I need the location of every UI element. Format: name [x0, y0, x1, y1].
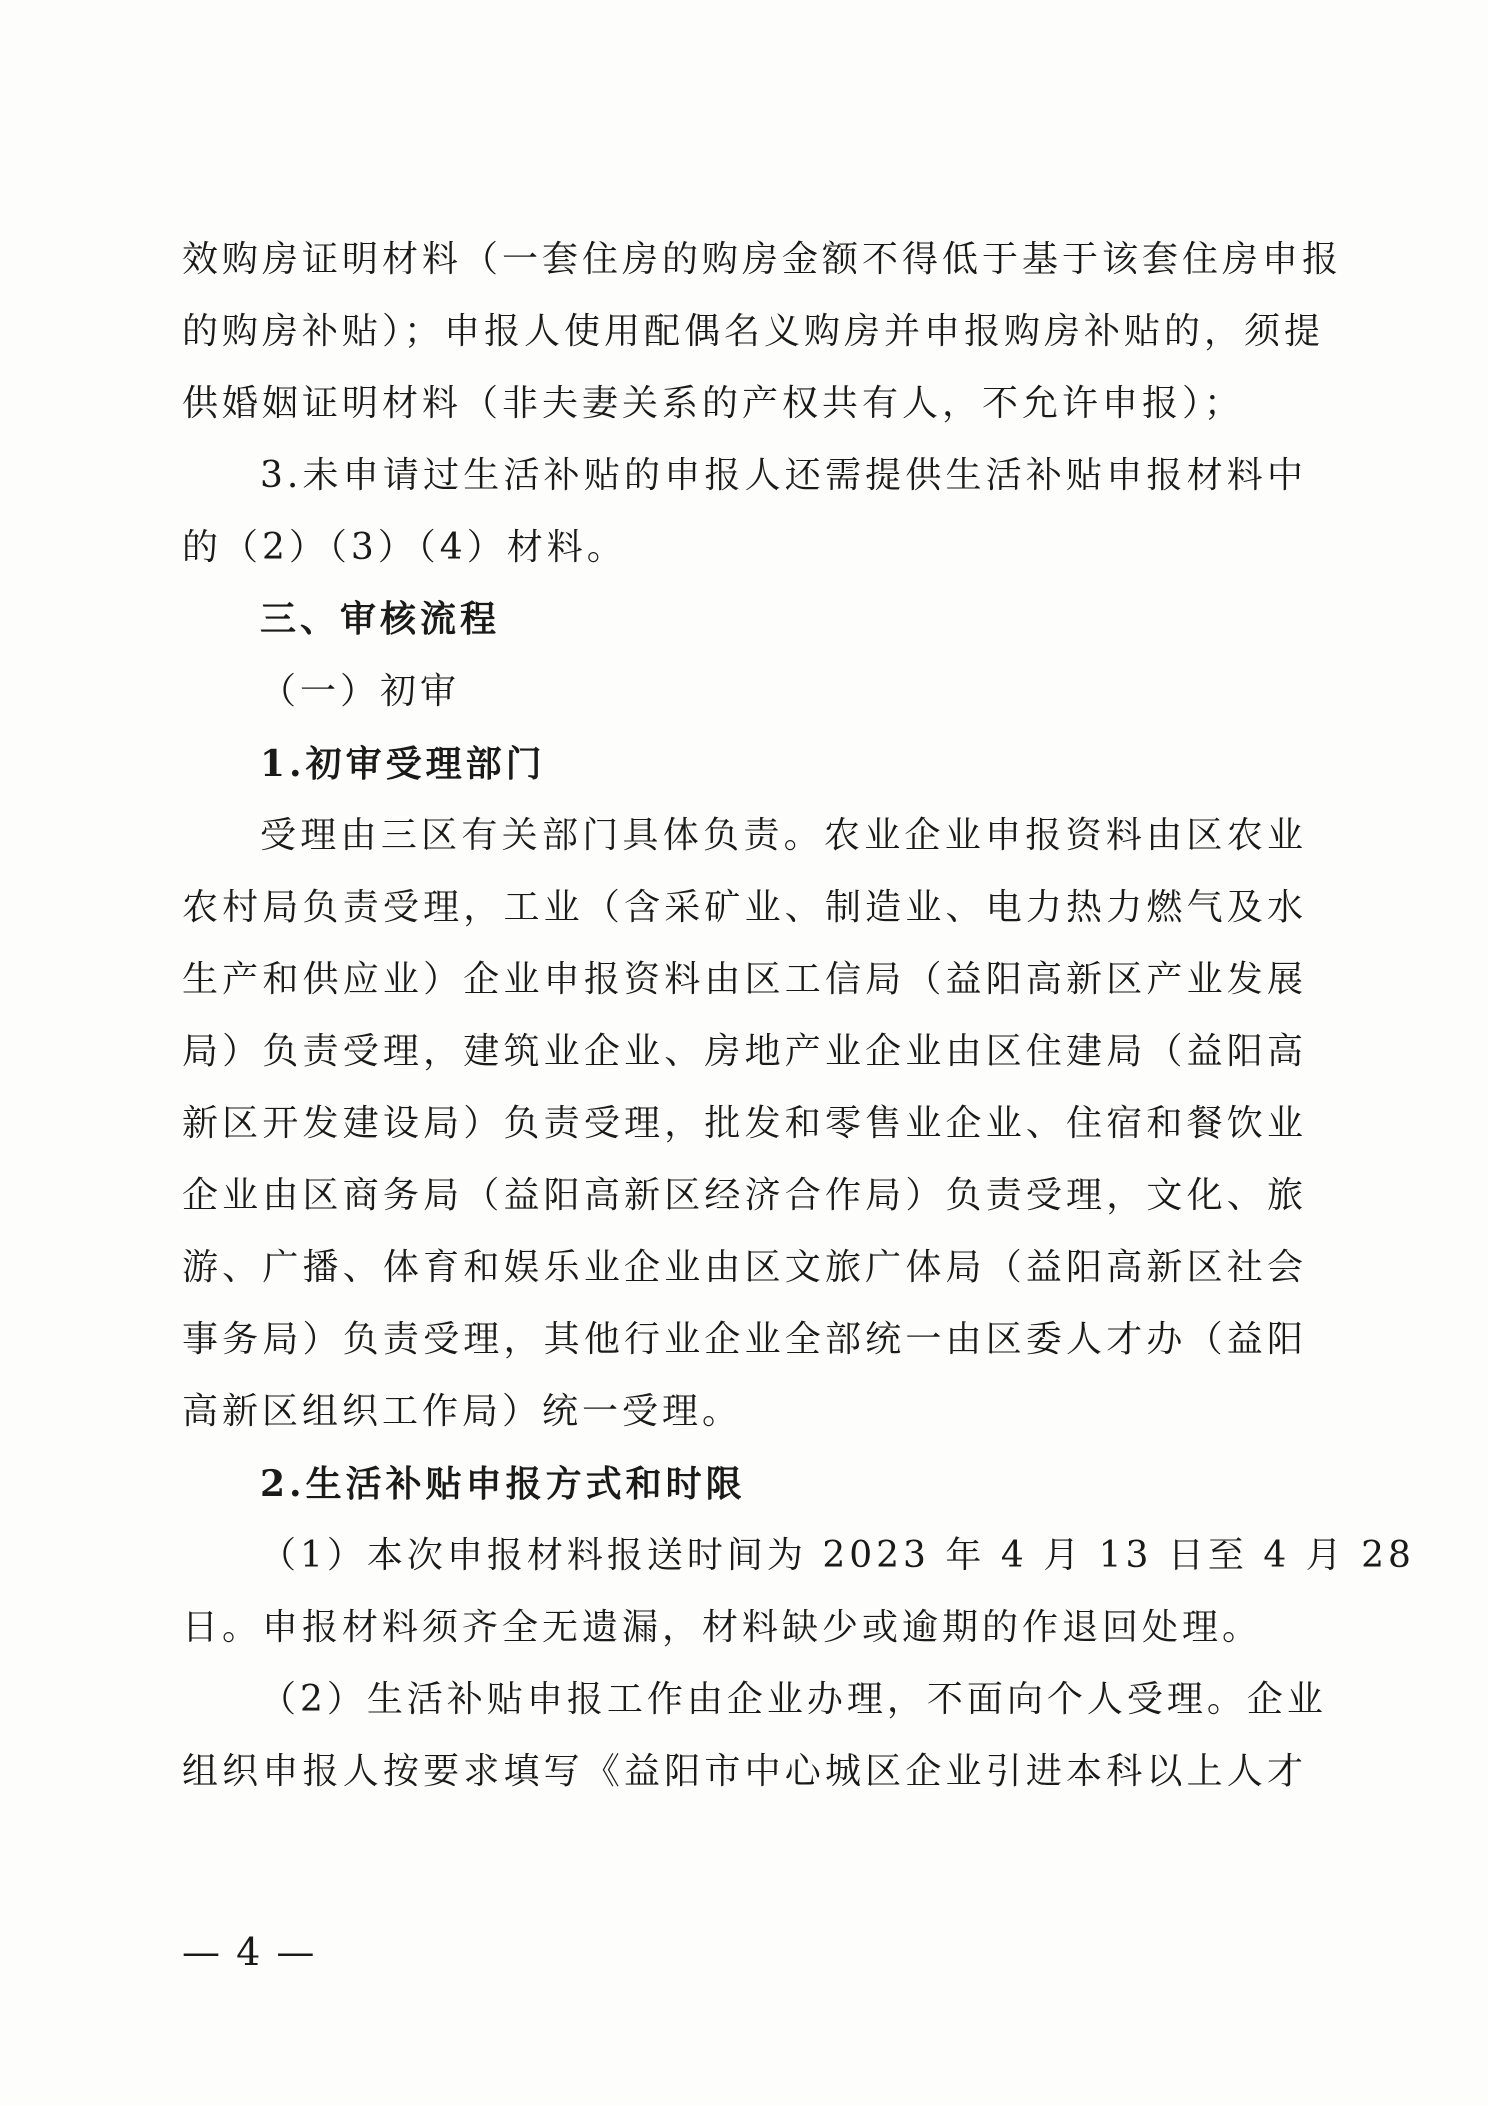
item-heading: 2.生活补贴申报方式和时限	[260, 1463, 746, 1505]
section-heading: 三、审核流程	[260, 599, 501, 640]
paragraph-line: 局）负责受理，建筑业企业、房地产业企业由区住建局（益阳高	[182, 1031, 1307, 1072]
subsection-heading: （一）初审	[260, 671, 461, 712]
paragraph-line: 生产和供应业）企业申报资料由区工信局（益阳高新区产业发展	[182, 959, 1307, 1000]
paragraph-line: 游、广播、体育和娱乐业企业由区文旅广体局（益阳高新区社会	[182, 1247, 1307, 1288]
paragraph-line: 效购房证明材料（一套住房的购房金额不得低于基于该套住房申报	[182, 239, 1343, 280]
paragraph-line: 日。申报材料须齐全无遗漏，材料缺少或逾期的作退回处理。	[182, 1607, 1263, 1648]
paragraph-line: （1）本次申报材料报送时间为 2023 年 4 月 13 日至 4 月 28	[260, 1535, 1415, 1576]
paragraph-line: （2）生活补贴申报工作由企业办理，不面向个人受理。企业	[260, 1679, 1327, 1720]
paragraph-line: 的购房补贴）；申报人使用配偶名义购房并申报购房补贴的，须提	[182, 311, 1325, 352]
paragraph-line: 组织申报人按要求填写《益阳市中心城区企业引进本科以上人才	[182, 1751, 1307, 1792]
paragraph-line: 事务局）负责受理，其他行业企业全部统一由区委人才办（益阳	[182, 1319, 1307, 1360]
document-body	[182, 224, 1415, 1808]
paragraph-line: 农村局负责受理，工业（含采矿业、制造业、电力热力燃气及水	[182, 887, 1307, 928]
paragraph-line: 企业由区商务局（益阳高新区经济合作局）负责受理，文化、旅	[182, 1175, 1307, 1216]
paragraph-line: 新区开发建设局）负责受理，批发和零售业企业、住宿和餐饮业	[182, 1103, 1307, 1144]
page-number: — 4 —	[182, 1930, 317, 1974]
item-heading: 1.初审受理部门	[260, 743, 546, 785]
paragraph-line: 供婚姻证明材料（非夫妻关系的产权共有人，不允许申报）；	[182, 383, 1245, 424]
paragraph-line: 3.未申请过生活补贴的申报人还需提供生活补贴申报材料中	[260, 455, 1307, 496]
paragraph-line: 受理由三区有关部门具体负责。农业企业申报资料由区农业	[260, 815, 1307, 856]
paragraph-line: 的（2）（3）（4）材料。	[182, 527, 627, 568]
paragraph-line: 高新区组织工作局）统一受理。	[182, 1391, 743, 1432]
